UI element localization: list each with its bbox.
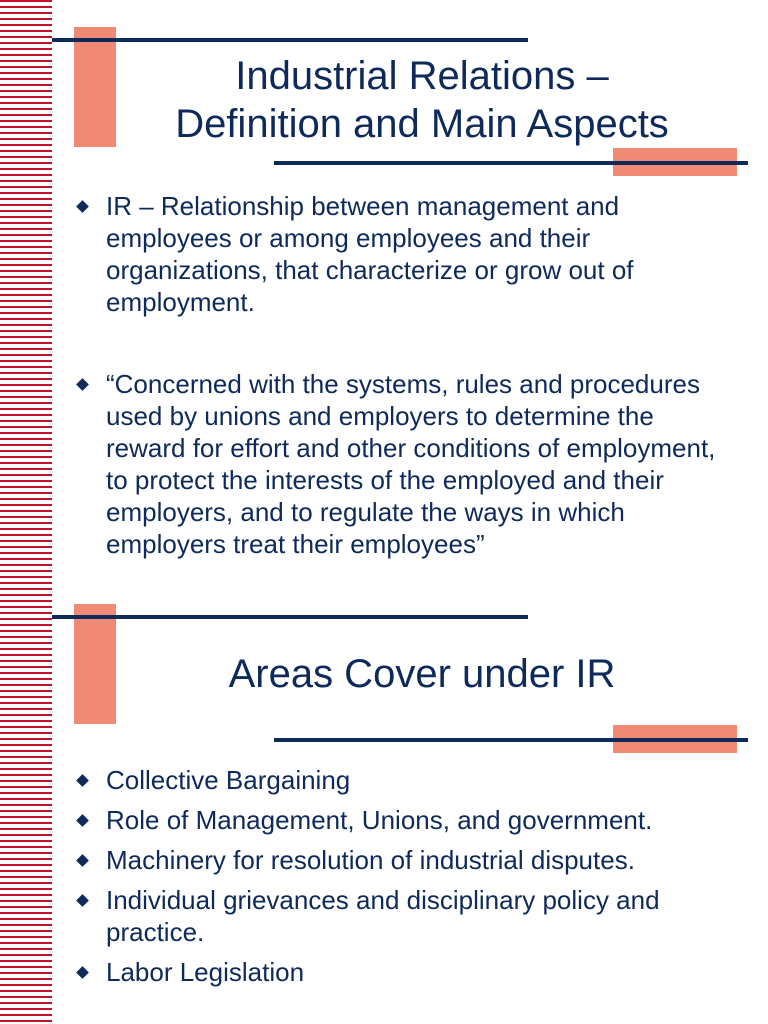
bullet-text: “Concerned with the systems, rules and procedures used by unions and employers to determine the reward for effort and other conditions of employment, to protect the interests of the employed and their employers, and to regulate the ways in which employers treat their employees” xyxy=(106,369,716,559)
list-item xyxy=(78,190,728,318)
rule-bottom xyxy=(274,738,748,742)
slide-areas xyxy=(0,590,768,1024)
list-item xyxy=(78,884,728,948)
diamond-bullet-icon xyxy=(76,966,89,979)
diamond-bullet-icon xyxy=(76,200,89,213)
definition-list xyxy=(78,190,728,560)
title-line-1: Industrial Relations – xyxy=(235,54,609,98)
title-text: Areas Cover under IR xyxy=(228,652,616,696)
diamond-bullet-icon xyxy=(76,378,89,391)
item-text: Individual grievances and disciplinary policy and practice. xyxy=(106,885,660,947)
diamond-bullet-icon xyxy=(76,774,89,787)
rule-bottom xyxy=(274,161,748,165)
list-item xyxy=(78,956,728,988)
accent-block-top xyxy=(74,27,116,147)
diamond-bullet-icon xyxy=(76,854,89,867)
list-item xyxy=(78,368,728,560)
title-line-2: Definition and Main Aspects xyxy=(175,102,669,146)
item-text: Collective Bargaining xyxy=(106,765,351,795)
item-text: Labor Legislation xyxy=(106,957,305,987)
item-text: Machinery for resolution of industrial disputes. xyxy=(106,845,635,875)
list-item xyxy=(78,764,728,796)
accent-block-top xyxy=(74,604,116,724)
list-item xyxy=(78,844,728,876)
rule-top xyxy=(52,38,528,42)
diamond-bullet-icon xyxy=(76,894,89,907)
slide-title xyxy=(112,52,732,148)
list-item xyxy=(78,804,728,836)
slide-title xyxy=(112,650,732,698)
diamond-bullet-icon xyxy=(76,814,89,827)
bullet-text: IR – Relationship between management and employees or among employees and their organizations, that characterize or grow out of employment. xyxy=(106,191,634,317)
areas-list xyxy=(78,764,728,988)
item-text: Role of Management, Unions, and government. xyxy=(106,805,653,835)
rule-top xyxy=(52,615,528,619)
